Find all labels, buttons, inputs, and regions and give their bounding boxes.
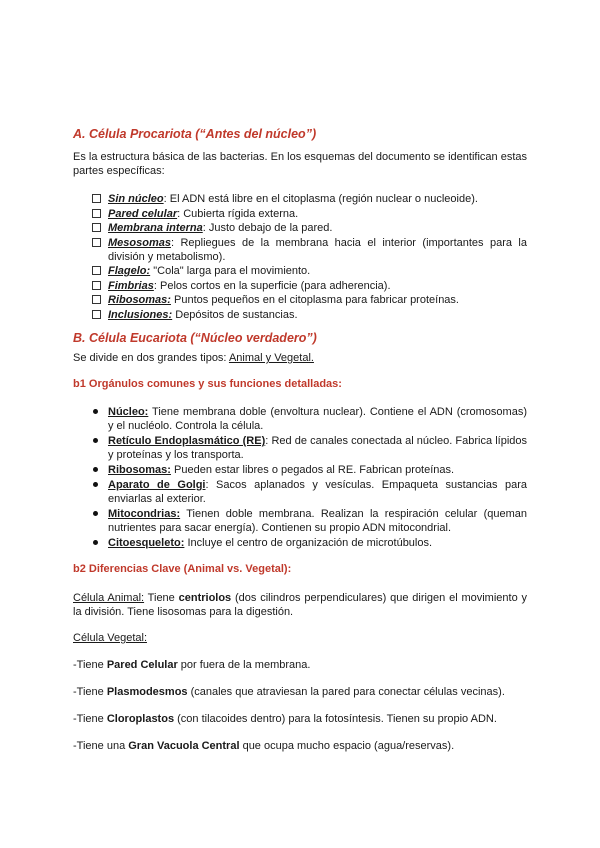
vegetal-line: -Tiene Cloroplastos (con tilacoides dentro) para la fotosíntesis. Tienen su propio ADN.: [73, 713, 497, 725]
checkbox-icon[interactable]: [92, 310, 101, 319]
checkbox-icon[interactable]: [92, 266, 101, 275]
vegetal-line: -Tiene Pared Celular por fuera de la membrana.: [73, 659, 311, 671]
list-item: Aparato de Golgi: Sacos aplanados y vesículas. Empaqueta sustancias para enviarlas al exterior.: [92, 478, 527, 506]
checkbox-icon[interactable]: [92, 194, 101, 203]
b1-title: b1 Orgánulos comunes y sus funciones detalladas:: [73, 378, 342, 390]
bullet-icon: [93, 511, 98, 516]
list-item: Núcleo: Tiene membrana doble (envoltura nuclear). Contiene el ADN (cromosomas) y el nucléolo. Controla la célula.: [92, 405, 527, 433]
list-item: Sin núcleo: El ADN está libre en el citoplasma (región nuclear o nucleoide).: [92, 192, 527, 206]
animal-label: Célula Animal:: [73, 592, 145, 604]
bullet-icon: [93, 540, 98, 545]
section-a-intro: Es la estructura básica de las bacterias. En los esquemas del documento se identifican estas partes específicas:: [73, 151, 527, 177]
checkbox-icon[interactable]: [92, 295, 101, 304]
bullet-icon: [93, 467, 98, 472]
list-item: Mesosomas: Repliegues de la membrana hacia el interior (importantes para la división y metabolismo).: [92, 236, 527, 264]
checkbox-icon[interactable]: [92, 281, 101, 290]
list-item: Fimbrias: Pelos cortos en la superficie (para adherencia).: [92, 279, 527, 293]
animal-paragraph: Célula Animal: Tiene centriolos (dos cilindros perpendiculares) que dirigen el movimiento y la división. Tiene lisosomas para la digestión.: [73, 592, 527, 618]
procariota-parts-list: [92, 192, 527, 322]
list-item: Inclusiones: Depósitos de sustancias.: [92, 308, 527, 322]
list-item: Ribosomas: Puntos pequeños en el citoplasma para fabricar proteínas.: [92, 293, 527, 307]
vegetal-label: Célula Vegetal:: [73, 632, 147, 644]
list-item: Pared celular: Cubierta rígida externa.: [92, 207, 527, 221]
list-item: Retículo Endoplasmático (RE): Red de canales conectada al núcleo. Fabrica lípidos y proteínas y los transporta.: [92, 434, 527, 462]
bullet-icon: [93, 482, 98, 487]
b2-title: b2 Diferencias Clave (Animal vs. Vegetal):: [73, 563, 292, 575]
types-link: Animal y Vegetal.: [228, 352, 314, 364]
bullet-icon: [93, 409, 98, 414]
section-b-title: B. Célula Eucariota (“Núcleo verdadero”): [73, 331, 317, 345]
list-item: Citoesqueleto: Incluye el centro de organización de microtúbulos.: [92, 536, 527, 550]
vegetal-line: -Tiene una Gran Vacuola Central que ocupa mucho espacio (agua/reservas).: [73, 740, 455, 752]
list-item: Mitocondrias: Tienen doble membrana. Realizan la respiración celular (queman nutrientes para sacar energía). Contienen su propio ADN mitocondrial.: [92, 507, 527, 535]
checkbox-icon[interactable]: [92, 223, 101, 232]
section-a-title: A. Célula Procariota (“Antes del núcleo”): [73, 127, 317, 141]
organelles-list: [92, 405, 527, 551]
checkbox-icon[interactable]: [92, 209, 101, 218]
checkbox-icon[interactable]: [92, 238, 101, 247]
bullet-icon: [93, 438, 98, 443]
list-item: Flagelo: "Cola" larga para el movimiento.: [92, 264, 527, 278]
vegetal-line: -Tiene Plasmodesmos (canales que atraviesan la pared para conectar células vecinas).: [73, 686, 505, 698]
list-item: Ribosomas: Pueden estar libres o pegados al RE. Fabrican proteínas.: [92, 463, 527, 477]
list-item: Membrana interna: Justo debajo de la pared.: [92, 221, 527, 235]
section-b-intro: Se divide en dos grandes tipos: Animal y Vegetal.: [73, 352, 314, 364]
